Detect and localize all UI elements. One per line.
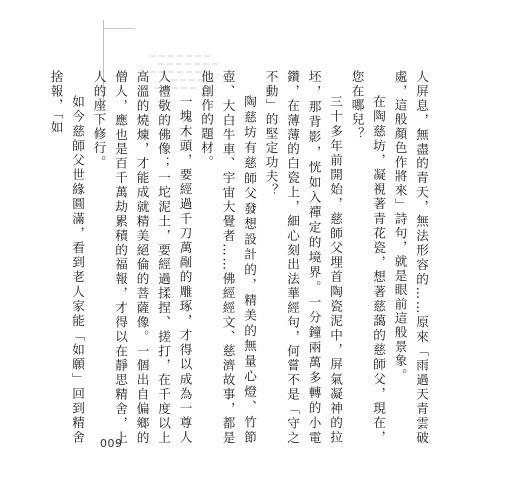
page-number: 009 [100, 437, 123, 450]
paragraph: 在陶慈坊，凝視著青花瓷，想著慈藹的慈師父，現在，您在哪兒？ [349, 70, 386, 445]
paragraph: 一塊木頭，要經過千刀萬剮的雕琢，才得以成為一尊人人禮敬的佛像；一坨泥土，要經過揉捏、搓打，在千度以上高溫的燒煉，才能成就精美絕倫的菩薩像。一個出自偏鄉的僧人，應也是百千萬劫累積的福報，才得以在靜思精舍，上人的座下修行。 [91, 70, 193, 445]
margin-rule-horizontal [103, 28, 135, 29]
paragraph: 陶慈坊有慈師父發想設計的，精美的無量心燈、竹節壺、大白牛車、宇宙大覺者……佛經經文、慈濟故事，都是他創作的題材。 [199, 70, 257, 445]
paragraph: 如今慈師父世緣圓滿，看到老人家能「如願」回到精舍捨報，「如 [48, 70, 85, 445]
paragraph: 三十多年前開始，慈師父埋首陶瓷泥中，屏氣凝神的拉坯，那背影，恍如入禪定的境界。一分鐘兩萬多轉的小電鑽，在薄薄的白瓷上，細心刻出法華經句，何嘗不是「守之不動」的堅定功夫？ [263, 70, 343, 445]
paragraph: 人屏息，無盡的青天，無法形容的……原來「雨過天青雲破處，這般顏色作將來」詩句，就是眼前這般景象。 [392, 70, 429, 445]
